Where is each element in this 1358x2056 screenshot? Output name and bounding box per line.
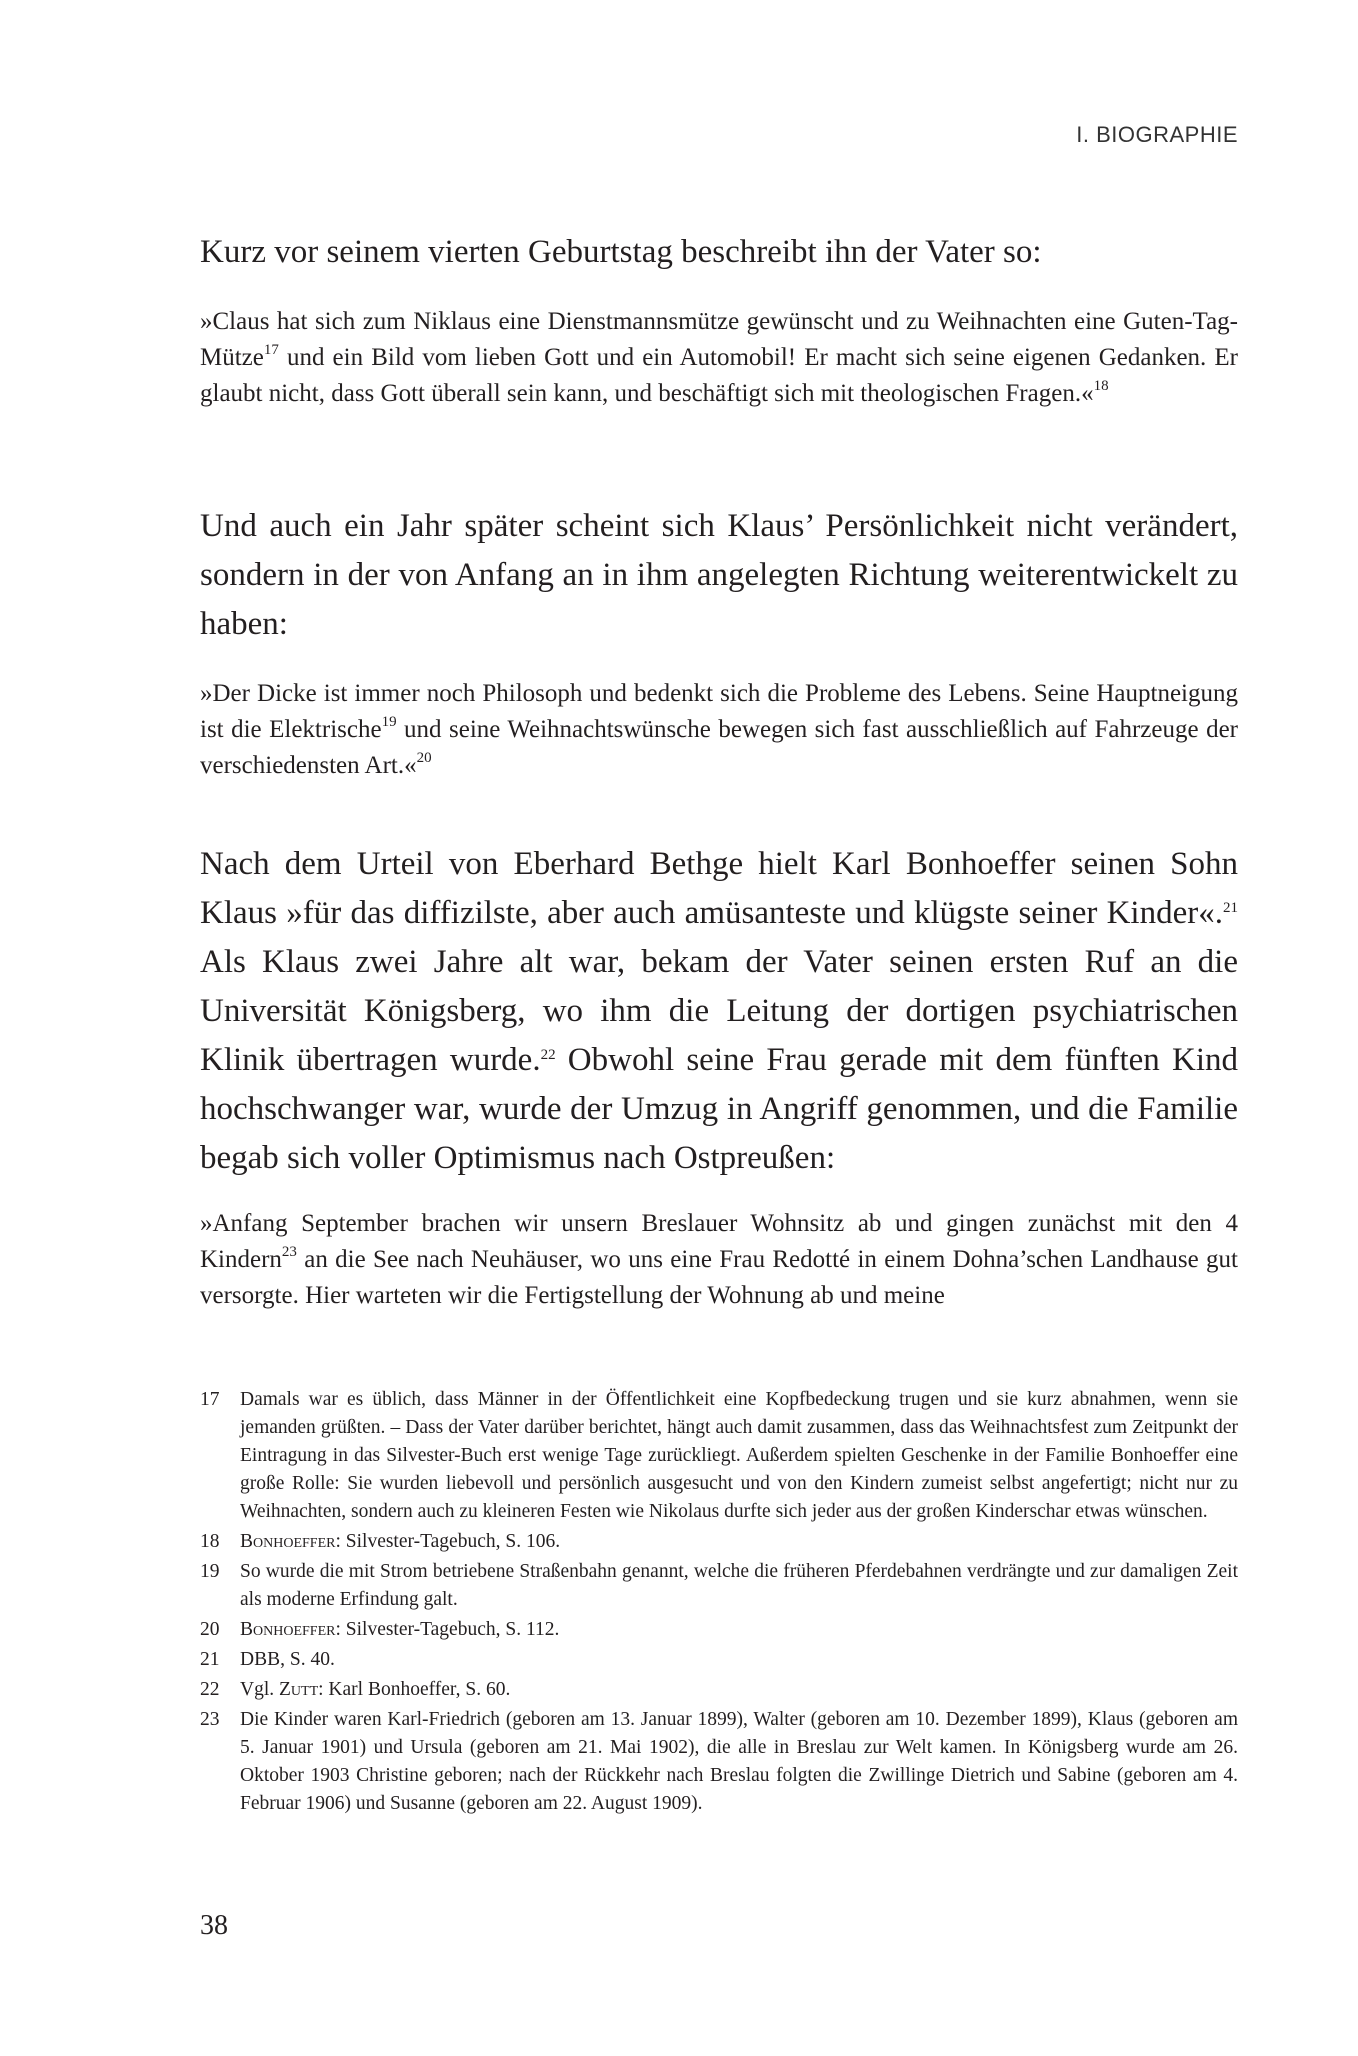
quote-text: »Anfang September brachen wir unsern Breslauer Wohnsitz ab und gingen zunächst mit den 4 Kindern [200,1210,1238,1273]
footnote-text: DBB, S. 40. [240,1649,335,1670]
footnote-text: : Karl Bonhoeffer, S. 60. [318,1679,511,1700]
quote-text: und ein Bild vom lieben Gott und ein Automobil! Er macht sich seine eigenen Gedanken. Er glaubt nicht, dass Gott überall sein kann, und beschäftigt sich mit theologischen Fragen.« [200,344,1238,407]
page-number: 38 [200,1910,228,1941]
paragraph-2 [200,502,1238,649]
footnote-number: 19 [200,1561,220,1582]
footnote-number: 20 [200,1619,220,1640]
footnote-author: Bonhoeffer [240,1531,336,1552]
footnote-ref[interactable]: 21 [1223,899,1238,916]
quote-text: und seine Weihnachtswünsche bewegen sich fast ausschließlich auf Fahrzeuge der verschiedensten Art.« [200,716,1238,779]
footnote-text: : Silvester-Tagebuch, S. 106. [335,1531,561,1552]
footnote-text: Die Kinder waren Karl-Friedrich (geboren am 13. Januar 1899), Walter (geboren am 10. Dezember 1899), Klaus (geboren am 5. Januar 1901) und Ursula (geboren am 21. Mai 1902), die alle in Breslau zur Welt kamen. In Königsberg wurde am 26. Oktober 1903 Christine geboren; nach der Rückkehr nach Breslau folgten die Zwillinge Dietrich und Sabine (geboren am 4. Februar 1906) und Susanne (geboren am 22. August 1909). [240,1709,1238,1814]
footnote [200,1646,1238,1674]
quote-1 [200,304,1238,412]
footnote-author: Bonhoeffer [240,1619,336,1640]
footnote-number: 21 [200,1649,220,1670]
footnote-number: 18 [200,1531,220,1552]
footnote-number: 23 [200,1709,220,1730]
footnote-ref[interactable]: 17 [263,341,279,358]
paragraph-intro [200,228,1238,277]
footnote [200,1616,1238,1644]
paragraph-text: Obwohl seine Frau gerade mit dem fünften Kind hochschwanger war, wurde der Umzug in Angriff genommen, und die Familie begab sich voller Optimismus nach Ostpreußen: [200,1042,1238,1176]
footnote-ref[interactable]: 22 [540,1046,556,1063]
paragraph-text: Kurz vor seinem vierten Geburtstag beschreibt ihn der Vater so: [200,234,1042,270]
footnote-ref[interactable]: 20 [416,749,432,766]
footnote [200,1706,1238,1818]
footnotes [200,1386,1238,1820]
footnote-prefix: Vgl. [240,1679,279,1700]
quote-text: »Der Dicke ist immer noch Philosoph und bedenkt sich die Probleme des Lebens. Seine Hauptneigung ist die Elektrische [200,680,1238,743]
quote-text: »Claus hat sich zum Niklaus eine Dienstmannsmütze gewünscht und zu Weihnachten eine Guten-Tag-Mütze [200,308,1238,371]
quote-text: an die See nach Neuhäuser, wo uns eine Frau Redotté in einem Dohna’schen Landhause gut versorgte. Hier warteten wir die Fertigstellung der Wohnung ab und meine [200,1246,1238,1309]
footnote [200,1558,1238,1614]
footnote-ref[interactable]: 19 [381,713,397,730]
paragraph-3 [200,840,1238,1183]
running-head: I. BIOGRAPHIE [1076,122,1238,147]
paragraph-text: Nach dem Urteil von Eberhard Bethge hielt Karl Bonhoeffer seinen Sohn Klaus »für das diffizilste, aber auch amüsanteste und klügste seiner Kinder«. [200,846,1238,931]
footnote [200,1386,1238,1526]
footnote-text: : Silvester-Tagebuch, S. 112. [335,1619,560,1640]
quote-2 [200,676,1238,784]
footnote-number: 17 [200,1389,220,1410]
paragraph-text: Als Klaus zwei Jahre alt war, bekam der Vater seinen ersten Ruf an die Universität Königsberg, wo ihm die Leitung der dortigen psychiatrischen Klinik übertragen wurde. [200,944,1238,1078]
footnote-text: So wurde die mit Strom betriebene Straßenbahn genannt, welche die früheren Pferdebahnen verdrängte und zur damaligen Zeit als moderne Erfindung galt. [240,1561,1238,1610]
footnote-text: Damals war es üblich, dass Männer in der Öffentlichkeit eine Kopfbedeckung trugen und sie kurz abnahmen, wenn sie jemanden grüßten. – Dass der Vater darüber berichtet, hängt auch damit zusammen, dass das Weihnachtsfest zum Zeitpunkt der Eintragung in das Silvester-Buch erst wenige Tage zurückliegt. Außerdem spielten Geschenke in der Familie Bonhoeffer eine große Rolle: Sie wurden liebevoll und persönlich ausgesucht und von den Kindern zumeist selbst angefertigt; nicht nur zu Weihnachten, sondern auch zu kleineren Festen wie Nikolaus durfte sich jeder aus der großen Kinderschar etwas wünschen. [240,1389,1238,1522]
paragraph-text: Und auch ein Jahr später scheint sich Klaus’ Persönlichkeit nicht verändert, sondern in der von Anfang an in ihm angelegten Richtung weiterentwickelt zu haben: [200,508,1238,642]
footnote-ref[interactable]: 18 [1093,377,1109,394]
quote-3 [200,1206,1238,1314]
footnote [200,1676,1238,1704]
footnote-number: 22 [200,1679,220,1700]
footnote-ref[interactable]: 23 [281,1243,297,1260]
footnote-author: Zutt [279,1679,319,1700]
footnote [200,1528,1238,1556]
